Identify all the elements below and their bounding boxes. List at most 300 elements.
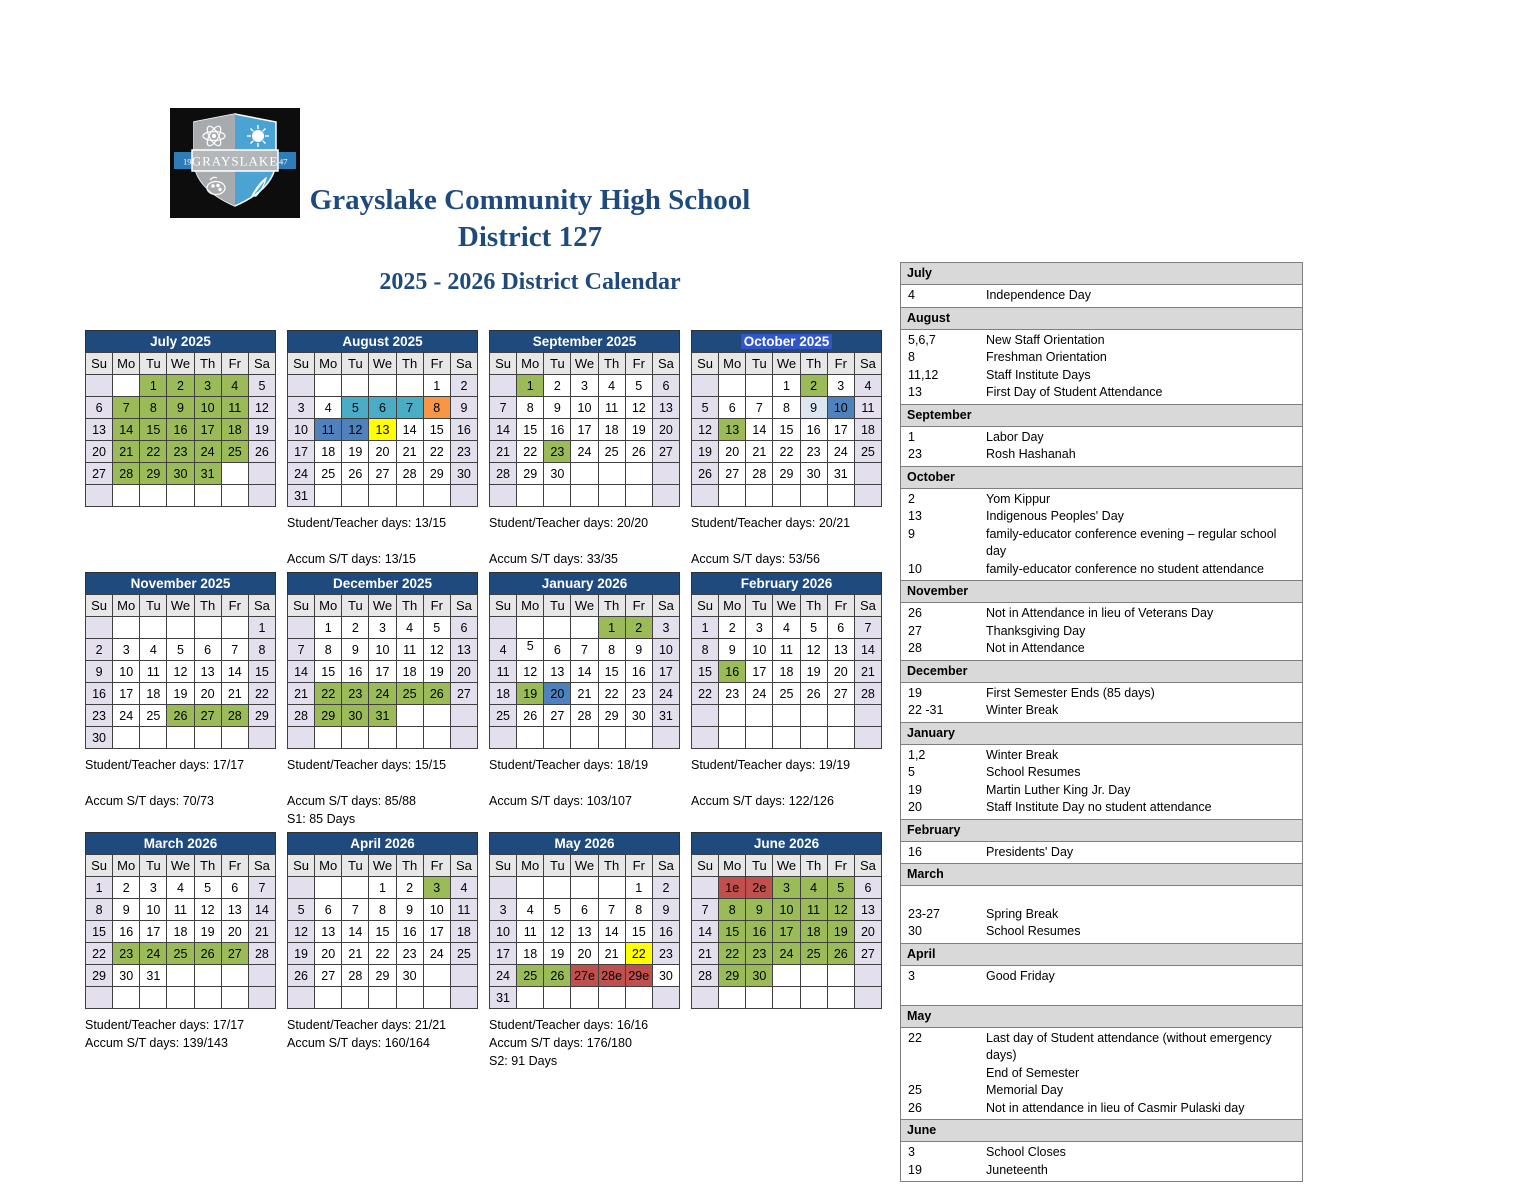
- empty-day-cell: [692, 375, 719, 397]
- day-cell: 31: [827, 463, 854, 485]
- weekday-header-cell: We: [167, 855, 194, 877]
- day-cell: 7: [396, 397, 423, 419]
- legend-date: 16: [908, 844, 922, 859]
- week-row: [490, 441, 680, 463]
- day-cell: 3: [773, 877, 800, 899]
- day-cell: 10: [113, 661, 140, 683]
- day-cell: 26: [423, 683, 450, 705]
- weekday-header-cell: We: [773, 595, 800, 617]
- day-cell: 10: [490, 921, 517, 943]
- day-cell: 1: [86, 877, 113, 899]
- legend-event-text: First Day of Student Attendance: [986, 385, 1163, 399]
- day-cell: 31: [194, 463, 221, 485]
- day-cell: 25: [490, 705, 517, 727]
- weekday-header-cell: Tu: [746, 595, 773, 617]
- weekday-header-cell: Tu: [746, 855, 773, 877]
- weekday-header-cell: Mo: [517, 595, 544, 617]
- legend-row: [901, 623, 1302, 641]
- empty-day-cell: [625, 463, 652, 485]
- day-cell: 12: [692, 419, 719, 441]
- month-title-text: July 2025: [150, 334, 211, 349]
- week-row: [86, 441, 276, 463]
- legend-event-text: Juneteenth: [986, 1162, 1048, 1177]
- day-cell: 12: [544, 921, 571, 943]
- day-cell: 15: [86, 921, 113, 943]
- day-cell: 15: [719, 921, 746, 943]
- day-cell: 18: [800, 921, 827, 943]
- weekday-header-cell: Mo: [113, 353, 140, 375]
- legend-date: 2: [908, 491, 915, 506]
- empty-day-cell: [827, 485, 854, 507]
- empty-day-cell: [854, 727, 881, 749]
- day-cell: 22: [140, 441, 167, 463]
- day-cell: 21: [288, 683, 315, 705]
- day-cell: 24: [773, 943, 800, 965]
- day-cell: 17: [194, 419, 221, 441]
- day-cell: 30: [86, 727, 113, 749]
- empty-day-cell: [450, 705, 477, 727]
- empty-day-cell: [342, 987, 369, 1009]
- weekday-header-cell: Tu: [140, 855, 167, 877]
- day-cell: 12: [827, 899, 854, 921]
- day-cell: 17: [423, 921, 450, 943]
- day-cell: 22: [598, 683, 625, 705]
- week-row: [490, 877, 680, 899]
- month-grid: [85, 854, 276, 1009]
- week-row: [692, 375, 882, 397]
- weekday-header-cell: Mo: [315, 595, 342, 617]
- weekday-header-cell: Th: [194, 855, 221, 877]
- legend-section-body: [901, 842, 1302, 864]
- legend-date: 9: [908, 526, 915, 541]
- day-cell: 26: [692, 463, 719, 485]
- day-cell: 14: [571, 661, 598, 683]
- weekday-header-cell: Sa: [450, 595, 477, 617]
- day-cell: 13: [719, 419, 746, 441]
- day-cell: 23: [86, 705, 113, 727]
- day-cell: 26: [167, 705, 194, 727]
- day-cell: 19: [194, 921, 221, 943]
- day-cell: 3: [140, 877, 167, 899]
- day-cell: 13: [194, 661, 221, 683]
- month-title-text: November 2025: [130, 576, 231, 591]
- day-cell: 17: [140, 921, 167, 943]
- day-cell: 9: [746, 899, 773, 921]
- week-row: [692, 727, 882, 749]
- month-grid: [691, 854, 882, 1009]
- day-cell: 9: [342, 639, 369, 661]
- month-september-2025: [489, 330, 680, 568]
- month-february-2026: [691, 572, 882, 828]
- day-cell: 10: [423, 899, 450, 921]
- legend-event-text: Staff Institute Day no student attendance: [986, 800, 1212, 814]
- weekday-header-cell: Su: [490, 855, 517, 877]
- day-cell: 25: [167, 943, 194, 965]
- day-cell: 10: [140, 899, 167, 921]
- day-cell: 19: [423, 661, 450, 683]
- day-cell: 7: [342, 899, 369, 921]
- legend-row: [901, 384, 1302, 402]
- day-cell: 31: [490, 987, 517, 1009]
- weekday-header-cell: We: [167, 595, 194, 617]
- calendar-subtitle: 2025 - 2026 District Calendar: [379, 269, 681, 295]
- month-march-2026: [85, 832, 276, 1070]
- empty-day-cell: [652, 485, 679, 507]
- week-row: [692, 485, 882, 507]
- legend-event-text: Winter Break: [986, 703, 1059, 717]
- legend-event-text: Rosh Hashanah: [986, 447, 1076, 461]
- month-grid: [489, 352, 680, 507]
- empty-day-cell: [221, 987, 248, 1009]
- empty-day-cell: [544, 617, 571, 639]
- weekday-header-cell: Su: [692, 595, 719, 617]
- stats-line: Accum S/T days: 103/107: [489, 794, 632, 808]
- day-cell: 5: [692, 397, 719, 419]
- legend-section-body: [901, 1142, 1302, 1181]
- month-january-2026: [489, 572, 680, 828]
- month-stats: [287, 1016, 478, 1052]
- day-cell: 29: [369, 965, 396, 987]
- week-row: [86, 921, 276, 943]
- legend-row: [901, 640, 1302, 658]
- day-cell: 29: [315, 705, 342, 727]
- empty-day-cell: [854, 463, 881, 485]
- day-cell: 19: [342, 441, 369, 463]
- month-title-bar: [85, 572, 276, 594]
- weekday-header-cell: Fr: [423, 855, 450, 877]
- day-cell: 13: [827, 639, 854, 661]
- weekday-header-cell: Tu: [746, 353, 773, 375]
- legend-section-may: [900, 1005, 1303, 1121]
- empty-day-cell: [342, 877, 369, 899]
- day-cell: 21: [248, 921, 275, 943]
- day-cell: 6: [86, 397, 113, 419]
- weekday-header-cell: Fr: [221, 855, 248, 877]
- empty-day-cell: [86, 617, 113, 639]
- day-cell: 6: [221, 877, 248, 899]
- day-cell: 11: [396, 639, 423, 661]
- day-cell: 29: [423, 463, 450, 485]
- empty-day-cell: [773, 727, 800, 749]
- day-cell: 30: [625, 705, 652, 727]
- legend-row: [901, 561, 1302, 579]
- empty-day-cell: [854, 485, 881, 507]
- day-cell: 27: [854, 943, 881, 965]
- empty-day-cell: [692, 727, 719, 749]
- day-cell: 21: [598, 943, 625, 965]
- legend-month-header: July: [901, 263, 1302, 285]
- day-cell: 26: [625, 441, 652, 463]
- day-cell: 12: [167, 661, 194, 683]
- day-cell: 11: [517, 921, 544, 943]
- legend-event-text: First Semester Ends (85 days): [986, 685, 1155, 700]
- legend-date: 8: [908, 350, 915, 364]
- day-cell: 7: [598, 899, 625, 921]
- legend-row: [901, 906, 1302, 924]
- banner-text: GRAYSLAKE: [191, 153, 279, 169]
- stats-line: S2: 91 Days: [489, 1054, 558, 1068]
- day-cell: 8: [625, 899, 652, 921]
- weekday-header-cell: Th: [396, 353, 423, 375]
- empty-day-cell: [544, 987, 571, 1009]
- day-cell: 11: [854, 397, 881, 419]
- empty-day-cell: [544, 485, 571, 507]
- weekday-header-row: [86, 595, 276, 617]
- empty-day-cell: [342, 375, 369, 397]
- weekday-header-cell: Th: [598, 353, 625, 375]
- empty-day-cell: [315, 375, 342, 397]
- day-cell: 7: [113, 397, 140, 419]
- weekday-header-cell: Fr: [625, 855, 652, 877]
- empty-day-cell: [571, 727, 598, 749]
- day-cell: 18: [140, 683, 167, 705]
- day-cell: 14: [746, 419, 773, 441]
- empty-day-cell: [167, 987, 194, 1009]
- day-cell: 28: [692, 965, 719, 987]
- weekday-header-cell: We: [369, 353, 396, 375]
- empty-day-cell: [140, 485, 167, 507]
- legend-event-text: New Staff Orientation: [986, 332, 1105, 347]
- empty-day-cell: [194, 727, 221, 749]
- empty-day-cell: [396, 705, 423, 727]
- day-cell: 21: [342, 943, 369, 965]
- day-cell: 15: [598, 661, 625, 683]
- day-cell: 13: [86, 419, 113, 441]
- day-cell: 19: [692, 441, 719, 463]
- day-cell: 1: [598, 617, 625, 639]
- weekday-header-row: [490, 353, 680, 375]
- day-cell: 16: [86, 683, 113, 705]
- legend-section-march: [900, 863, 1303, 944]
- day-cell: 15: [369, 921, 396, 943]
- day-cell: 22: [517, 441, 544, 463]
- week-row: [288, 683, 478, 705]
- day-cell: 14: [113, 419, 140, 441]
- weekday-header-cell: Tu: [140, 353, 167, 375]
- week-row: [692, 639, 882, 661]
- day-cell: 16: [167, 419, 194, 441]
- empty-day-cell: [746, 705, 773, 727]
- day-cell: 22: [773, 441, 800, 463]
- empty-day-cell: [544, 877, 571, 899]
- day-cell: 30: [652, 965, 679, 987]
- empty-day-cell: [652, 987, 679, 1009]
- month-title-bar: [85, 832, 276, 854]
- day-cell: 6: [827, 617, 854, 639]
- day-cell: 1: [315, 617, 342, 639]
- empty-day-cell: [800, 705, 827, 727]
- empty-day-cell: [652, 463, 679, 485]
- empty-day-cell: [423, 485, 450, 507]
- day-cell: 9: [544, 397, 571, 419]
- legend-section-body: [901, 886, 1302, 943]
- day-cell: 19: [827, 921, 854, 943]
- day-cell: 16: [800, 419, 827, 441]
- empty-day-cell: [140, 727, 167, 749]
- day-cell: 2: [544, 375, 571, 397]
- day-cell: 20: [719, 441, 746, 463]
- empty-day-cell: [423, 705, 450, 727]
- day-cell: 4: [140, 639, 167, 661]
- empty-day-cell: [598, 727, 625, 749]
- empty-day-cell: [598, 877, 625, 899]
- empty-day-cell: [625, 727, 652, 749]
- weekday-header-cell: Tu: [544, 353, 571, 375]
- weekday-header-cell: Th: [598, 855, 625, 877]
- day-cell: 5: [342, 397, 369, 419]
- legend-event-text: School Closes: [986, 1145, 1066, 1159]
- day-cell: 7: [248, 877, 275, 899]
- day-cell: 6: [854, 877, 881, 899]
- empty-day-cell: [221, 485, 248, 507]
- empty-day-cell: [827, 705, 854, 727]
- legend-date: 20: [908, 800, 922, 814]
- legend-section-july: [900, 262, 1303, 308]
- weekday-header-cell: Mo: [113, 595, 140, 617]
- day-cell: 9: [113, 899, 140, 921]
- empty-day-cell: [692, 877, 719, 899]
- legend-date: 3: [908, 1145, 915, 1159]
- empty-day-cell: [719, 987, 746, 1009]
- day-cell: 9: [719, 639, 746, 661]
- stats-line: S1: 85 Days: [287, 812, 356, 826]
- stats-line: Accum S/T days: 160/164: [287, 1036, 430, 1050]
- empty-day-cell: [773, 485, 800, 507]
- legend-month-header: February: [901, 820, 1302, 842]
- weekday-header-cell: Mo: [719, 353, 746, 375]
- day-cell: 2: [86, 639, 113, 661]
- week-row: [288, 899, 478, 921]
- day-cell: 9: [652, 899, 679, 921]
- day-cell: 19: [288, 943, 315, 965]
- day-cell: 6: [369, 397, 396, 419]
- day-cell: 28: [396, 463, 423, 485]
- week-row: [288, 661, 478, 683]
- weekday-header-cell: Th: [800, 855, 827, 877]
- day-cell: 13: [571, 921, 598, 943]
- day-cell: 27: [827, 683, 854, 705]
- stats-line: Accum S/T days: 70/73: [85, 794, 214, 808]
- weekday-header-cell: Su: [86, 595, 113, 617]
- week-row: [490, 375, 680, 397]
- day-cell: 17: [652, 661, 679, 683]
- day-cell: 17: [490, 943, 517, 965]
- day-cell: 3: [423, 877, 450, 899]
- day-cell: 25: [800, 943, 827, 965]
- day-cell: 20: [315, 943, 342, 965]
- day-cell: 11: [221, 397, 248, 419]
- day-cell: 27: [544, 705, 571, 727]
- legend-row: [901, 799, 1302, 817]
- stats-line: [287, 532, 478, 550]
- day-cell: 26: [288, 965, 315, 987]
- day-cell: 15: [248, 661, 275, 683]
- legend-event-text: family-educator conference no student attendance: [986, 561, 1264, 576]
- day-cell: 22: [369, 943, 396, 965]
- empty-day-cell: [140, 987, 167, 1009]
- legend-section-body: [901, 745, 1302, 819]
- month-title-text: August 2025: [342, 334, 423, 349]
- empty-day-cell: [571, 987, 598, 1009]
- day-cell: 11: [490, 661, 517, 683]
- legend-event-text: Not in Attendance in lieu of Veterans Day: [986, 606, 1214, 620]
- empty-day-cell: [571, 877, 598, 899]
- week-row: [288, 463, 478, 485]
- day-cell: 7: [746, 397, 773, 419]
- day-cell: 11: [800, 899, 827, 921]
- months-row-3: [85, 832, 882, 1070]
- weekday-header-cell: Sa: [248, 855, 275, 877]
- day-cell: 16: [625, 661, 652, 683]
- day-cell: 8: [248, 639, 275, 661]
- day-cell: 23: [544, 441, 571, 463]
- week-row: [86, 639, 276, 661]
- month-title-bar: [489, 832, 680, 854]
- week-row: [490, 463, 680, 485]
- day-cell: 5: [288, 899, 315, 921]
- empty-day-cell: [288, 987, 315, 1009]
- header-titles: [150, 182, 910, 297]
- empty-day-cell: [719, 727, 746, 749]
- legend-month-header: March: [901, 864, 1302, 886]
- day-cell: 8: [517, 397, 544, 419]
- legend-row: [901, 844, 1302, 862]
- empty-day-cell: [423, 965, 450, 987]
- empty-day-cell: [167, 727, 194, 749]
- day-cell: 26: [544, 965, 571, 987]
- empty-day-cell: [288, 877, 315, 899]
- legend-row: [901, 605, 1302, 623]
- week-row: [288, 639, 478, 661]
- empty-day-cell: [517, 877, 544, 899]
- empty-day-cell: [854, 705, 881, 727]
- month-grid: [489, 854, 680, 1009]
- day-cell: 21: [113, 441, 140, 463]
- empty-day-cell: [369, 485, 396, 507]
- weekday-header-cell: Sa: [248, 353, 275, 375]
- day-cell: 7: [221, 639, 248, 661]
- month-title-bar: [691, 330, 882, 352]
- weekday-header-cell: We: [369, 855, 396, 877]
- day-cell: 27: [369, 463, 396, 485]
- week-row: [692, 877, 882, 899]
- day-cell: 12: [342, 419, 369, 441]
- week-row: [288, 877, 478, 899]
- week-row: [490, 639, 680, 661]
- day-cell: 28: [571, 705, 598, 727]
- empty-day-cell: [113, 987, 140, 1009]
- day-cell: 17: [773, 921, 800, 943]
- legend-date: [901, 985, 986, 1003]
- stats-line: Student/Teacher days: 19/19: [691, 758, 851, 772]
- day-cell: 19: [517, 683, 544, 705]
- week-row: [692, 397, 882, 419]
- empty-day-cell: [288, 727, 315, 749]
- day-cell: 9: [625, 639, 652, 661]
- empty-day-cell: [288, 617, 315, 639]
- day-cell: 30: [167, 463, 194, 485]
- day-cell: 5: [827, 877, 854, 899]
- day-cell: 25: [140, 705, 167, 727]
- legend-section-december: [900, 660, 1303, 723]
- day-cell: 8: [315, 639, 342, 661]
- day-cell: 15: [140, 419, 167, 441]
- week-row: [288, 441, 478, 463]
- empty-day-cell: [517, 617, 544, 639]
- day-cell: 18: [773, 661, 800, 683]
- legend-row: [901, 985, 1302, 1003]
- day-cell: 16: [719, 661, 746, 683]
